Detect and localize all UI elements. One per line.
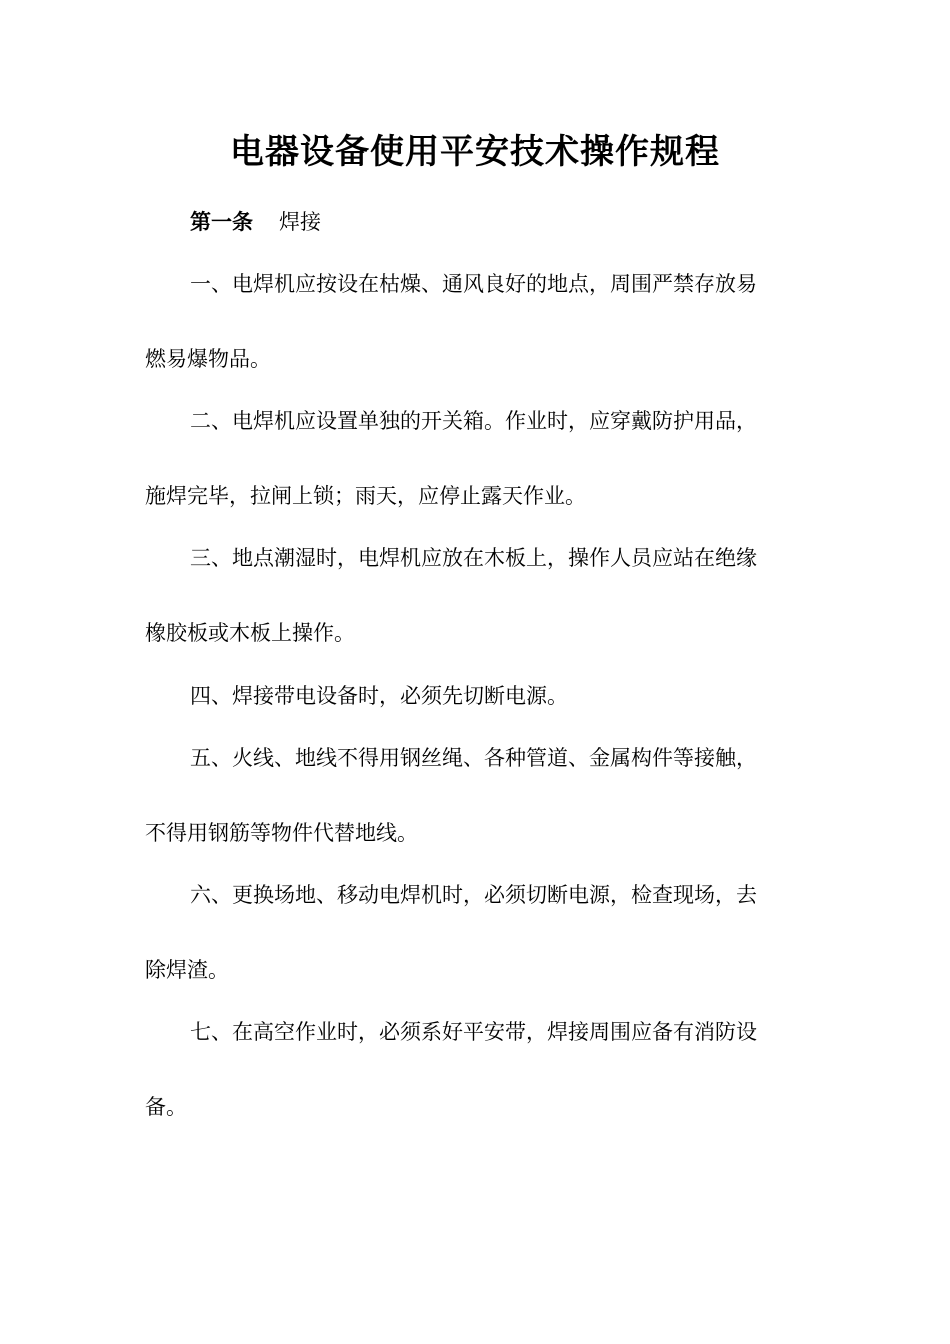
article-heading (190, 207, 321, 237)
paragraph-line: 施焊完毕，拉闸上锁；雨天，应停止露天作业。 (145, 484, 586, 508)
paragraph-line: 五、火线、地线不得用钢丝绳、各种管道、金属构件等接触， (190, 746, 757, 770)
page-title: 电器设备使用平安技术操作规程 (230, 132, 720, 172)
paragraph-line: 三、地点潮湿时，电焊机应放在木板上，操作人员应站在绝缘 (190, 546, 757, 570)
paragraph-line: 一、电焊机应按设在枯燥、通风良好的地点，周围严禁存放易 (190, 272, 757, 296)
paragraph-line: 除焊渣。 (145, 958, 229, 982)
paragraph-line: 二、电焊机应设置单独的开关箱。作业时，应穿戴防护用品， (190, 409, 757, 433)
paragraph-line: 燃易爆物品。 (145, 347, 271, 371)
article-title: 焊接 (279, 210, 321, 234)
paragraph-line: 不得用钢筋等物件代替地线。 (145, 821, 418, 845)
paragraph-line: 七、在高空作业时，必须系好平安带，焊接周围应备有消防设 (190, 1020, 757, 1044)
paragraph-line: 四、焊接带电设备时，必须先切断电源。 (190, 684, 568, 708)
paragraph-line: 橡胶板或木板上操作。 (145, 621, 355, 645)
paragraph-line: 六、更换场地、移动电焊机时，必须切断电源，检查现场，去 (190, 883, 757, 907)
article-label: 第一条 (190, 209, 253, 234)
paragraph-line: 备。 (145, 1095, 187, 1119)
